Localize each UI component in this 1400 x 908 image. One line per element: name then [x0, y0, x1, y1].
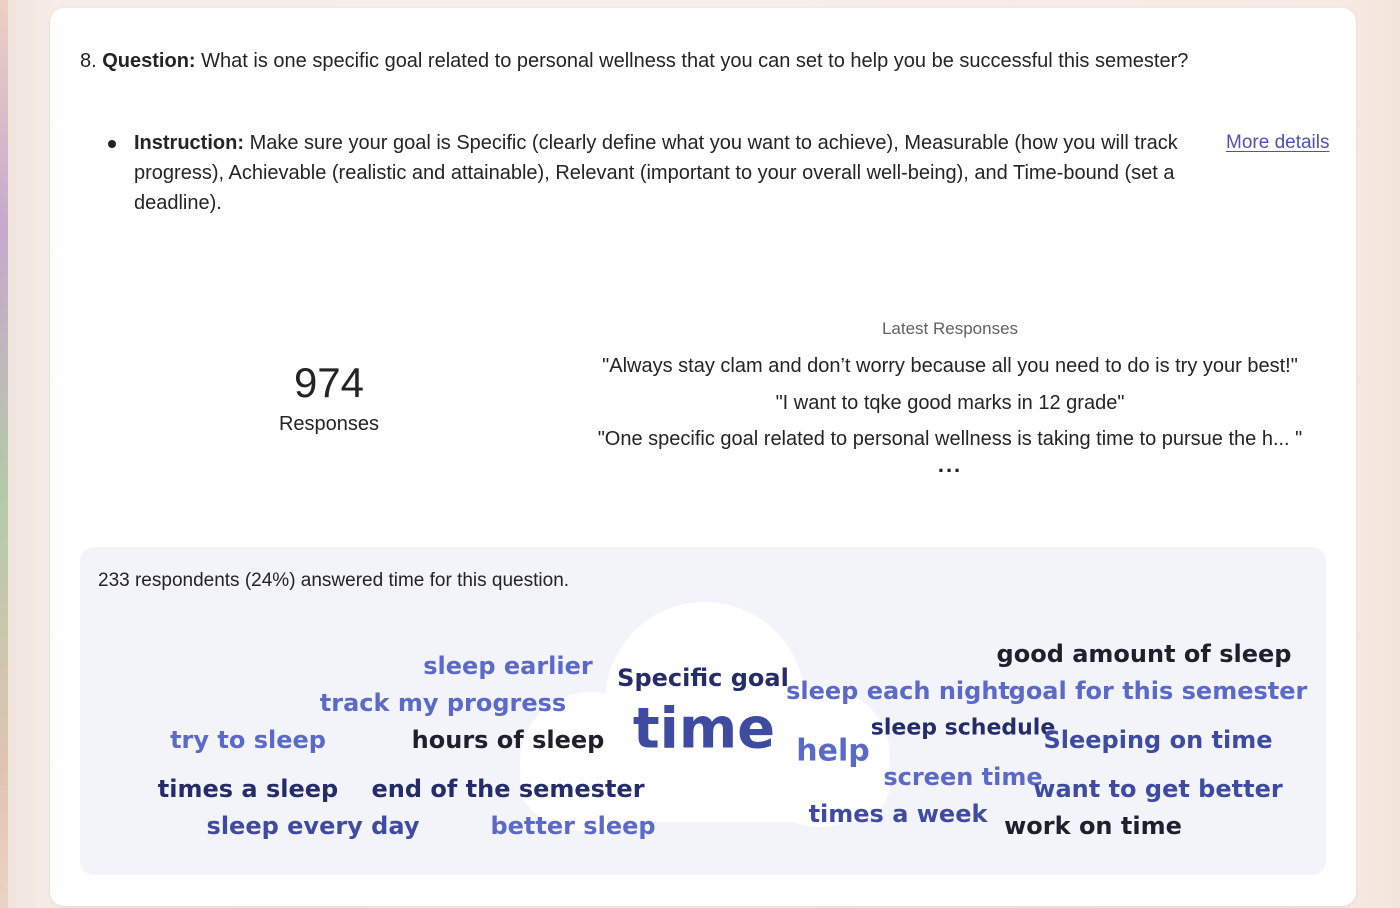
more-responses-ellipsis[interactable]: ... [937, 451, 963, 477]
latest-response-item: "Always stay clam and don’t worry because all you need to do is try your best!" [602, 355, 1298, 377]
word-end-of-the-semester[interactable]: end of the semester [371, 775, 645, 803]
word-goal-for-this-semester[interactable]: goal for this semester [1008, 677, 1308, 705]
word-times-a-week[interactable]: times a week [808, 800, 988, 828]
question-body: What is one specific goal related to personal wellness that you can set to help you be successful this semester? [201, 50, 1189, 72]
latest-response-item: "One specific goal related to personal wellness is taking time to pursue the h... " [597, 428, 1303, 450]
responses-label: Responses [278, 413, 380, 435]
question-label: Question: [102, 50, 196, 72]
word-cloud-summary: 233 respondents (24%) answered time for this question. [98, 570, 570, 591]
word-cloud-panel [80, 547, 1326, 875]
word-sleep-each-night[interactable]: sleep each night [786, 677, 1010, 705]
instruction [134, 128, 1214, 218]
word-work-on-time[interactable]: work on time [1004, 812, 1182, 840]
word-sleep-schedule[interactable]: sleep schedule [870, 715, 1056, 741]
word-help[interactable]: help [796, 733, 870, 769]
question-text [80, 46, 1232, 76]
responses-count [229, 358, 429, 438]
responses-number: 974 [293, 359, 365, 406]
latest-response-item: "I want to tqke good marks in 12 grade" [775, 391, 1125, 414]
word-try-to-sleep[interactable]: try to sleep [170, 726, 326, 754]
word-better-sleep[interactable]: better sleep [490, 812, 656, 840]
word-hours-of-sleep[interactable]: hours of sleep [411, 726, 605, 754]
word-track-my-progress[interactable]: track my progress [319, 689, 567, 717]
latest-responses [570, 318, 1330, 477]
word-specific-goal[interactable]: Specific goal [617, 664, 789, 692]
instruction-body: Make sure your goal is Specific (clearly define what you want to achieve), Measurable (how you will track progress), Achievable (realistic and attainable), Relevant (important to your overall well-being), and Time-bound (set a deadline). [134, 132, 1178, 214]
word-good-amount-of-sleep[interactable]: good amount of sleep [996, 640, 1292, 668]
word-want-to-get-better[interactable]: want to get better [1033, 775, 1283, 803]
word-sleep-earlier[interactable]: sleep earlier [423, 652, 593, 680]
more-details-link[interactable]: More details [1226, 132, 1330, 153]
background-edge [0, 0, 8, 908]
word-sleep-every-day[interactable]: sleep every day [206, 812, 420, 840]
question-number: 8. [80, 50, 97, 72]
instruction-label: Instruction: [134, 132, 244, 154]
latest-responses-title: Latest Responses [881, 319, 1019, 338]
word-sleeping-on-time[interactable]: Sleeping on time [1043, 726, 1273, 754]
word-screen-time[interactable]: screen time [883, 763, 1043, 791]
word-time[interactable]: time [632, 696, 776, 762]
question-card [50, 8, 1356, 906]
bullet-icon [108, 140, 116, 148]
word-times-a-sleep[interactable]: times a sleep [157, 775, 339, 803]
